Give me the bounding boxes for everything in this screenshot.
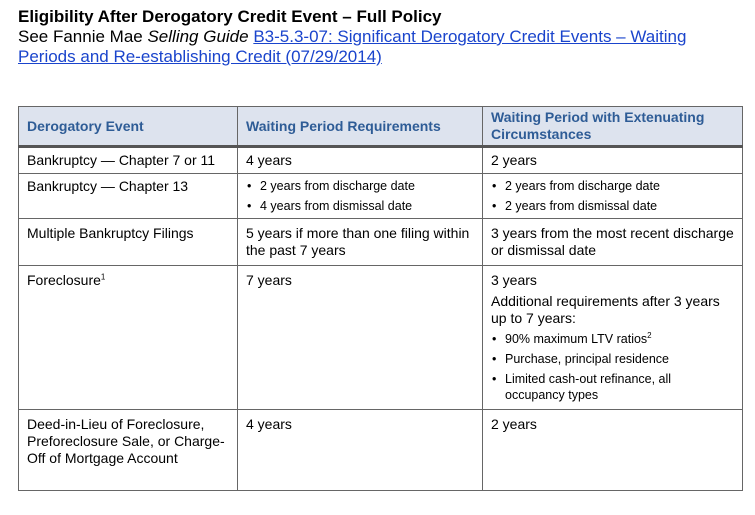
event-cell: Bankruptcy — Chapter 7 or 11 — [19, 147, 238, 174]
extenuating-cell: 3 years from the most recent discharge or dismissal date — [483, 219, 743, 266]
additional-requirements-note: Additional requirements after 3 years up to 7 years: — [491, 293, 720, 326]
event-label: Foreclosure — [27, 272, 101, 288]
header-extenuating-circumstances: Waiting Period with Extenuating Circumstances — [483, 107, 743, 147]
policy-subtitle — [18, 27, 748, 67]
bullet-item: • 2 years from discharge date — [491, 178, 734, 194]
extenuating-bullet-list — [491, 331, 734, 403]
extenuating-value: 3 years — [491, 272, 537, 288]
bullet-item: • Limited cash-out refinance, all occupancy types — [491, 371, 734, 403]
table-row — [19, 410, 743, 491]
bullet-item: • 2 years from dismissal date — [491, 198, 734, 214]
event-cell: Bankruptcy — Chapter 13 — [19, 174, 238, 219]
waiting-cell: 4 years — [238, 147, 483, 174]
waiting-cell: 5 years if more than one filing within the past 7 years — [238, 219, 483, 266]
derogatory-events-table — [18, 106, 743, 491]
event-cell: Deed-in-Lieu of Foreclosure, Preforeclosure Sale, or Charge-Off of Mortgage Account — [19, 410, 238, 491]
footnote-marker: 1 — [100, 272, 106, 282]
bullet-item: • 2 years from discharge date — [246, 178, 474, 194]
bullet-text: 90% maximum LTV ratios — [505, 332, 648, 346]
footnote-marker: 2 — [647, 330, 652, 340]
extenuating-cell — [483, 174, 743, 219]
policy-title: Eligibility After Derogatory Credit Event – Full Policy — [18, 7, 442, 26]
extenuating-cell: 2 years — [483, 410, 743, 491]
extenuating-cell — [483, 266, 743, 410]
event-cell: Multiple Bankruptcy Filings — [19, 219, 238, 266]
extenuating-cell: 2 years — [483, 147, 743, 174]
table-row — [19, 147, 743, 174]
table-row — [19, 174, 743, 219]
table-row — [19, 219, 743, 266]
bullet-item — [491, 331, 734, 347]
event-cell — [19, 266, 238, 410]
document-heading — [18, 6, 748, 67]
header-waiting-period: Waiting Period Requirements — [238, 107, 483, 147]
subtitle-prefix: See Fannie Mae — [18, 27, 148, 46]
extenuating-bullet-list — [491, 178, 734, 214]
bullet-item: • Purchase, principal residence — [491, 351, 734, 367]
waiting-cell: 7 years — [238, 266, 483, 410]
table-header-row — [19, 107, 743, 147]
waiting-cell: 4 years — [238, 410, 483, 491]
header-derogatory-event: Derogatory Event — [19, 107, 238, 147]
table-row — [19, 266, 743, 410]
bullet-item: • 4 years from dismissal date — [246, 198, 474, 214]
waiting-cell — [238, 174, 483, 219]
selling-guide-name: Selling Guide — [147, 27, 249, 46]
waiting-bullet-list — [246, 178, 474, 214]
selling-guide-link[interactable]: B3-5.3-07: Significant Derogatory Credit Events – Waiting Periods and Re-establishing Credit (07/29/2014) — [18, 27, 687, 66]
